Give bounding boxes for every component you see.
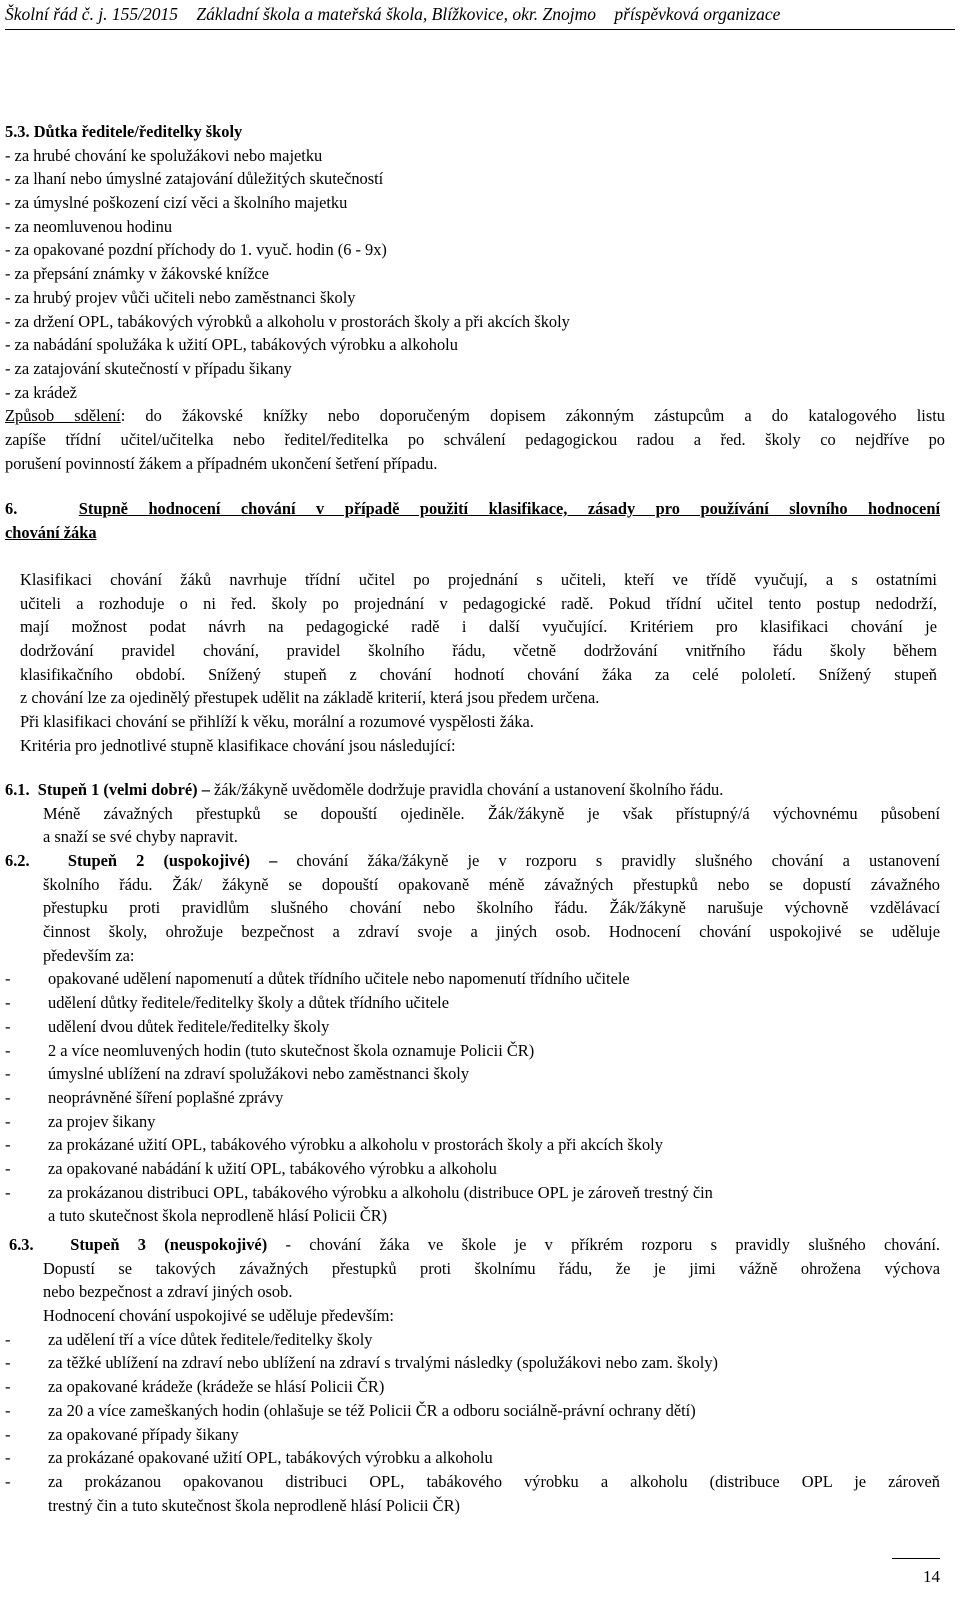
list-item — [5, 967, 940, 991]
list-item-continuation: a tuto skutečnost škola neprodleně hlásí Policii ČR) — [48, 1206, 388, 1226]
section-number: 5.3. — [5, 122, 30, 141]
list-item-text: opakované udělení napomenutí a důtek třídního učitele nebo napomenutí třídního učitele — [48, 969, 630, 989]
subsection-6-3 — [5, 1233, 940, 1517]
subsection-grade: Stupeň 2 (uspokojivé) – — [67, 851, 278, 870]
method-label: Způsob sdělení — [5, 406, 121, 426]
list-dash: - — [5, 1016, 11, 1036]
paragraph-line: klasifikačního období. Snížený stupeň z chování hodnotí chování žáka za celé pololetí. Snížený stupeň — [20, 664, 937, 684]
paragraph-line: Kritéria pro jednotlivé stupně klasifikace chování jsou následující: — [20, 735, 456, 755]
list-item-text: za opakované nabádání k užití OPL, tabákového výrobku a alkoholu — [48, 1158, 497, 1178]
section-title: Stupně hodnocení chování v případě použití klasifikace, zásady pro používání slovního hodnocení — [78, 499, 940, 518]
list-item: - za nabádání spolužáka k užití OPL, tabákových výrobku a alkoholu — [5, 335, 458, 355]
subsection-text: - chování žáka ve škole je v příkrém rozporu s pravidly slušného chování. — [267, 1235, 940, 1254]
subsection-line: nebo bezpečnost a zdraví jiných osob. — [43, 1282, 293, 1302]
paragraph-line: dodržování pravidel chování, pravidel školního řádu, včetně dodržování vnitřního řádu školy během — [20, 641, 937, 661]
list-dash: - — [5, 1448, 11, 1468]
list-item — [5, 1470, 940, 1494]
list-item: - za hrubý projev vůči učiteli nebo zaměstnanci školy — [5, 287, 356, 307]
list-item: - za hrubé chování ke spolužákovi nebo majetku — [5, 145, 323, 165]
page-header — [5, 2, 955, 30]
list-dash: - — [5, 993, 11, 1013]
list-item: - za lhaní nebo úmyslné zatajování důležitých skutečností — [5, 169, 384, 189]
list-item — [5, 1157, 940, 1181]
list-dash: - — [5, 1471, 11, 1491]
method-text: : do žákovské knížky nebo doporučeným dopisem zákonným zástupcům a do katalogového listu — [120, 406, 945, 426]
subsection-line: a snaží se své chyby napravit. — [43, 827, 238, 847]
list-item: - za opakované pozdní příchody do 1. vyuč. hodin (6 - 9x) — [5, 240, 387, 260]
section-title: Důtka ředitele/ředitelky školy — [33, 122, 243, 141]
subsection-list — [5, 1328, 940, 1518]
list-dash: - — [5, 1135, 11, 1155]
list-item: - za krádež — [5, 382, 77, 402]
method-line: porušení povinností žákem a případném ukončení šetření případu. — [5, 453, 438, 473]
list-dash: - — [5, 1424, 11, 1444]
subsection-number: 6.1. — [5, 780, 30, 799]
subsection-line: školního řádu. Žák/ žákyně se dopouští opakovaně méně závažných přestupků nebo se dopustí závažného — [43, 874, 940, 894]
list-item-text: za prokázanou distribuci OPL, tabákového výrobku a alkoholu (distribuce OPL je zároveň trestný čin — [48, 1182, 713, 1202]
section-number: 6. — [5, 499, 18, 518]
list-item: - za neomluvenou hodinu — [5, 216, 173, 236]
list-item-text: za opakované krádeže (krádeže se hlásí Policii ČR) — [48, 1377, 385, 1397]
subsection-number: 6.3. — [9, 1235, 34, 1254]
list-item — [5, 1328, 940, 1352]
section-6-title-line — [5, 497, 940, 521]
paragraph-line: Při klasifikaci chování se přihlíží k věku, morální a rozumové vyspělosti žáka. — [20, 712, 534, 732]
list-item — [5, 1399, 940, 1423]
list-item-text: udělení dvou důtek ředitele/ředitelky školy — [48, 1016, 330, 1036]
list-item — [5, 1375, 940, 1399]
paragraph-line: Klasifikaci chování žáků navrhuje třídní učitel po projednání s učiteli, kteří ve třídě vyučují, a s ostatními — [20, 570, 937, 589]
subsection-head-line — [5, 1233, 940, 1257]
list-dash: - — [5, 1377, 11, 1397]
page-number: 14 — [892, 1558, 940, 1589]
list-item-text: za opakované případy šikany — [48, 1424, 239, 1444]
list-item-text: za 20 a více zameškaných hodin (ohlašuje se též Policii ČR a odboru sociálně-právní ochrany dětí) — [48, 1400, 696, 1420]
list-dash: - — [5, 1040, 11, 1060]
subsection-line: činnost školy, ohrožuje bezpečnost a zdraví svoje a jiných osob. Hodnocení chování uspokojivé se uděluje — [43, 922, 940, 942]
list-dash: - — [5, 1329, 11, 1349]
list-item: - za držení OPL, tabákových výrobků a alkoholu v prostorách školy a při akcích školy — [5, 311, 570, 331]
subsection-6-1 — [5, 778, 940, 849]
header-org-type: příspěvková organizace — [614, 4, 781, 24]
subsection-number: 6.2. — [5, 851, 30, 870]
paragraph-line: učiteli a rozhoduje o ni řed. školy po projednání v pedagogické radě. Pokud třídní učitel tento postup nedodrží, — [20, 593, 937, 613]
list-item-text: neoprávněné šíření poplašné zprávy — [48, 1087, 284, 1107]
section-6-title-line: chování žáka — [5, 522, 97, 542]
list-item-text: udělení důtky ředitele/ředitelky školy a důtek třídního učitele — [48, 993, 450, 1013]
subsection-head-line — [5, 778, 940, 802]
list-item-text: úmyslné ublížení na zdraví spolužákovi nebo zaměstnanci školy — [48, 1064, 470, 1084]
subsection-text: chování žáka/žákyně je v rozporu s pravidly slušného chování a ustanovení — [277, 851, 940, 870]
list-item-text: za projev šikany — [48, 1111, 156, 1131]
list-item: - za zatajování skutečností v případu šikany — [5, 358, 292, 378]
subsection-line: Dopustí se takových závažných přestupků proti školnímu řádu, že je jimi vážně ohrožena výchova — [43, 1258, 940, 1278]
list-dash: - — [5, 1158, 11, 1178]
header-school-name: Základní škola a mateřská škola, Blížkovice, okr. Znojmo — [196, 4, 596, 24]
subsection-6-2 — [5, 849, 940, 1228]
subsection-list — [5, 967, 940, 1228]
subsection-line: především za: — [43, 945, 135, 965]
list-item: - za přepsání známky v žákovské knížce — [5, 264, 269, 284]
list-item-text: za udělení tří a více důtek ředitele/ředitelky školy — [48, 1329, 373, 1349]
list-item — [5, 1062, 940, 1086]
list-dash: - — [5, 1182, 11, 1202]
list-dash: - — [5, 969, 11, 989]
list-dash: - — [5, 1064, 11, 1084]
header-doc-number: Školní řád č. j. 155/2015 — [5, 4, 179, 24]
list-item-text: za prokázané opakované užití OPL, tabákových výrobku a alkoholu — [48, 1448, 493, 1468]
list-item — [5, 1086, 940, 1110]
subsection-grade: Stupeň 1 (velmi dobré) – — [37, 780, 210, 799]
subsection-line: přestupku proti pravidlům slušného chování nebo školního řádu. Žák/žákyně narušuje výchovně vzdělávací — [43, 898, 940, 918]
list-dash: - — [5, 1400, 11, 1420]
list-item-text: za prokázanou opakovanou distribuci OPL, tabákového výrobku a alkoholu (distribuce OPL je zároveň — [48, 1471, 940, 1491]
list-item — [5, 1133, 940, 1157]
subsection-head-line — [5, 849, 940, 873]
section-5-3-heading — [5, 120, 945, 144]
list-item-text: 2 a více neomluvených hodin (tuto skutečnost škola oznamuje Policii ČR) — [48, 1040, 535, 1060]
list-item — [5, 1423, 940, 1447]
list-item-continuation: trestný čin a tuto skutečnost škola neprodleně hlásí Policii ČR) — [48, 1495, 460, 1515]
list-item — [5, 1446, 940, 1470]
subsection-line: Méně závažných přestupků se dopouští ojediněle. Žák/žákyně je však přístupný/á výchovnému působení — [43, 803, 940, 823]
list-item: - za úmyslné poškození cizí věci a školního majetku — [5, 193, 348, 213]
list-dash: - — [5, 1087, 11, 1107]
list-item — [5, 1015, 940, 1039]
list-item-text: za prokázané užití OPL, tabákového výrobku a alkoholu v prostorách školy a při akcích školy — [48, 1135, 663, 1155]
section-6-paragraph — [20, 568, 937, 758]
section-6-heading — [5, 497, 940, 544]
list-dash: - — [5, 1111, 11, 1131]
list-item — [5, 1039, 940, 1063]
paragraph-line: z chování lze za ojedinělý přestupek udělit na základě kriterií, která jsou předem určena. — [20, 688, 600, 708]
paragraph-line: mají možnost podat návrh na pedagogické radě i další vyučující. Kritériem pro klasifikaci chování je — [20, 617, 937, 637]
method-line — [5, 404, 945, 428]
method-line: zapíše třídní učitel/učitelka nebo ředitel/ředitelka po schválení pedagogickou radou a řed. školy co nejdříve po — [5, 429, 945, 449]
section-5-3 — [5, 120, 945, 475]
list-item — [5, 1351, 940, 1375]
list-dash: - — [5, 1353, 11, 1373]
list-item — [5, 1110, 940, 1134]
list-item-text: za těžké ublížení na zdraví nebo ublížení na zdraví s trvalými následky (spolužákovi nebo zam. školy) — [48, 1353, 718, 1373]
subsection-text: žák/žákyně uvědoměle dodržuje pravidla chování a ustanovení školního řádu. — [209, 780, 724, 799]
subsection-grade: Stupeň 3 (neuspokojivé) — [70, 1235, 268, 1254]
list-item — [5, 1181, 940, 1205]
list-item — [5, 991, 940, 1015]
subsection-line: Hodnocení chování uspokojivé se uděluje především: — [43, 1306, 394, 1326]
